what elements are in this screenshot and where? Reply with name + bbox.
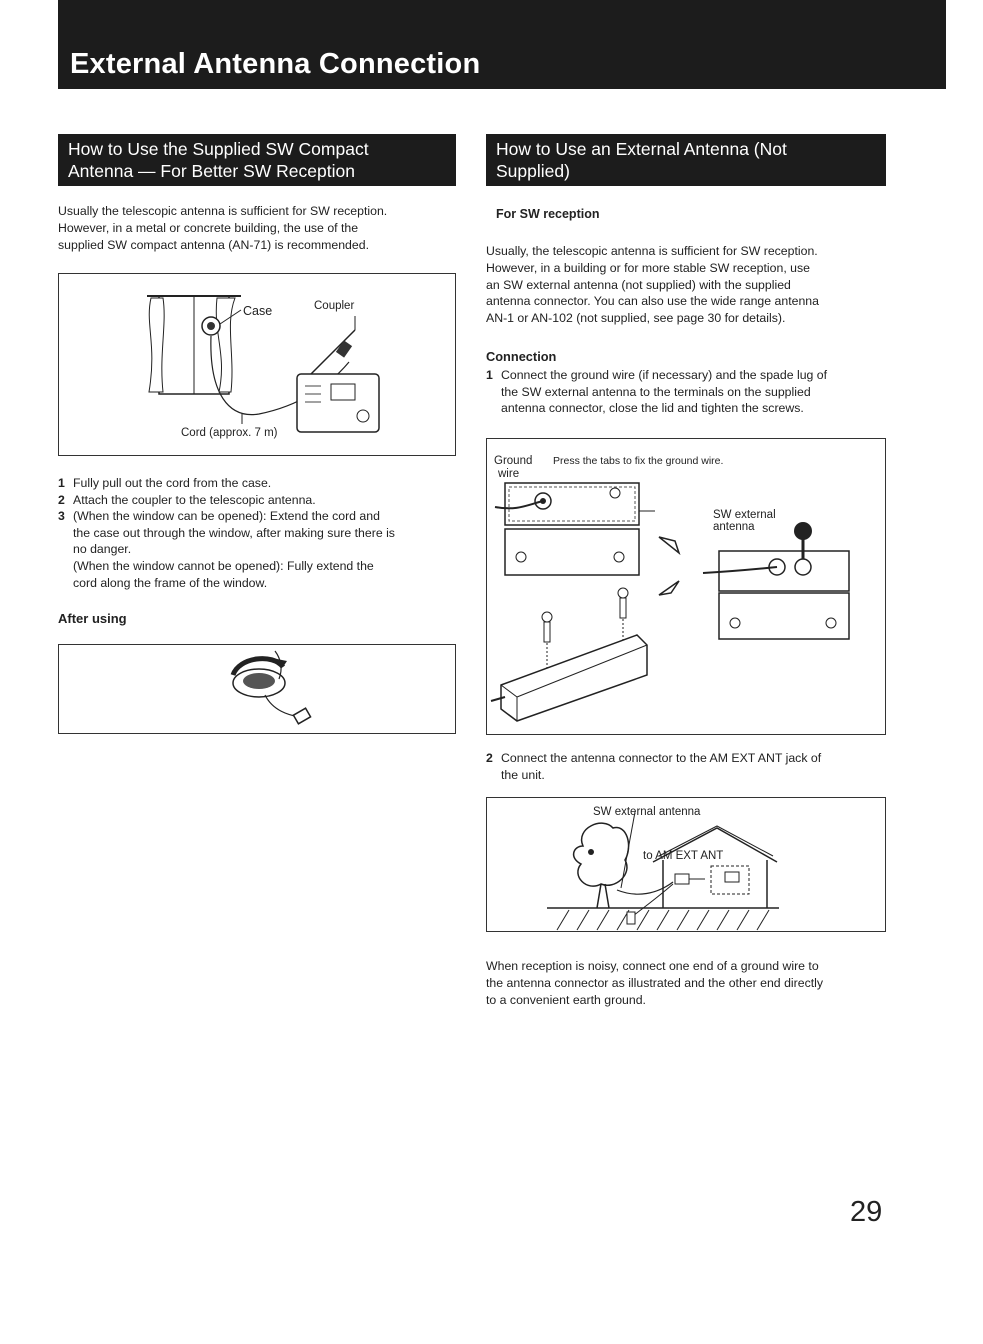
left-steps [58, 475, 458, 591]
step-text: antenna connector, close the lid and tighten the screws. [501, 401, 804, 416]
left-heading-line2: Antenna — For Better SW Reception [68, 161, 355, 181]
compact-antenna-figure [58, 273, 456, 456]
step-item [486, 750, 886, 783]
sw-external-label: SW external [713, 509, 776, 521]
page-banner [58, 0, 946, 89]
after-using-heading: After using [58, 611, 127, 626]
step-number: 3 [58, 509, 65, 524]
ground-label: Ground [494, 455, 533, 467]
step-item [58, 475, 458, 492]
page-number: 29 [850, 1196, 883, 1228]
left-intro-line: Usually the telescopic antenna is sufficient for SW reception. [58, 204, 388, 218]
step-number: 1 [486, 368, 493, 382]
step-text: (When the window can be opened): Extend the cord and [73, 509, 380, 524]
sw-external-antenna-label: SW external antenna [593, 806, 701, 818]
rewind-illustration [59, 645, 455, 733]
right-heading-line2: Supplied) [496, 161, 570, 181]
step-text: the unit. [501, 767, 545, 782]
step-text: Connect the ground wire (if necessary) and the spade lug of [501, 368, 828, 382]
step-text: the SW external antenna to the terminals on the supplied [501, 384, 811, 399]
step-number: 1 [58, 476, 65, 490]
closing-line: When reception is noisy, connect one end of a ground wire to [486, 959, 819, 973]
right-intro-line: AN-1 or AN-102 (not supplied, see page 30 for details). [486, 311, 786, 326]
right-step1 [486, 367, 886, 417]
right-section-heading [486, 134, 886, 186]
closing-paragraph [486, 958, 886, 1008]
right-step2 [486, 750, 886, 783]
antenna-connector-figure [486, 438, 886, 735]
right-intro-line: Usually, the telescopic antenna is sufficient for SW reception. [486, 244, 818, 258]
left-intro-line: supplied SW compact antenna (AN-71) is recommended. [58, 237, 369, 252]
step-number: 2 [58, 492, 65, 507]
step-number: 2 [486, 751, 493, 765]
left-intro-line: However, in a metal or concrete building, the use of the [58, 220, 359, 235]
step-text: the case out through the window, after making sure there is [73, 525, 395, 540]
press-tabs-label: Press the tabs to fix the ground wire. [553, 455, 724, 467]
cord-label: Cord (approx. 7 m) [181, 427, 278, 439]
case-label: Case [243, 304, 273, 318]
wire-label: wire [498, 468, 520, 480]
step-text: no danger. [73, 542, 132, 557]
step-text: Connect the antenna connector to the AM EXT ANT jack of [501, 751, 822, 765]
step-text: Fully pull out the cord from the case. [73, 476, 272, 490]
left-intro [58, 203, 458, 253]
to-am-ext-ant-label: to AM EXT ANT [643, 850, 724, 862]
antenna-label: antenna [713, 521, 755, 533]
closing-line: to a convenient earth ground. [486, 992, 646, 1007]
right-intro-line: antenna connector. You can also use the wide range antenna [486, 294, 819, 309]
connection-heading: Connection [486, 349, 557, 364]
step-text: Attach the coupler to the telescopic antenna. [73, 492, 316, 507]
outdoor-antenna-figure [486, 797, 886, 932]
step-item [486, 367, 886, 417]
right-intro-line: However, in a building or for more stable SW reception, use [486, 260, 810, 275]
page-title: External Antenna Connection [70, 48, 481, 80]
step-text: cord along the frame of the window. [73, 575, 268, 590]
after-using-figure [58, 644, 456, 734]
step-text: (When the window cannot be opened): Fully extend the [73, 558, 374, 573]
right-intro-line: an SW external antenna (not supplied) with the supplied [486, 277, 791, 292]
connector-illustration [487, 439, 885, 734]
step-item [58, 508, 458, 591]
coupler-label: Coupler [314, 300, 355, 312]
step-item [58, 492, 458, 509]
sw-reception-heading: For SW reception [496, 207, 600, 221]
left-section-heading [58, 134, 456, 186]
right-heading-line1: How to Use an External Antenna (Not [496, 139, 787, 159]
left-heading-line1: How to Use the Supplied SW Compact [68, 139, 369, 159]
right-intro [486, 243, 886, 327]
closing-line: the antenna connector as illustrated and the other end directly [486, 975, 824, 990]
